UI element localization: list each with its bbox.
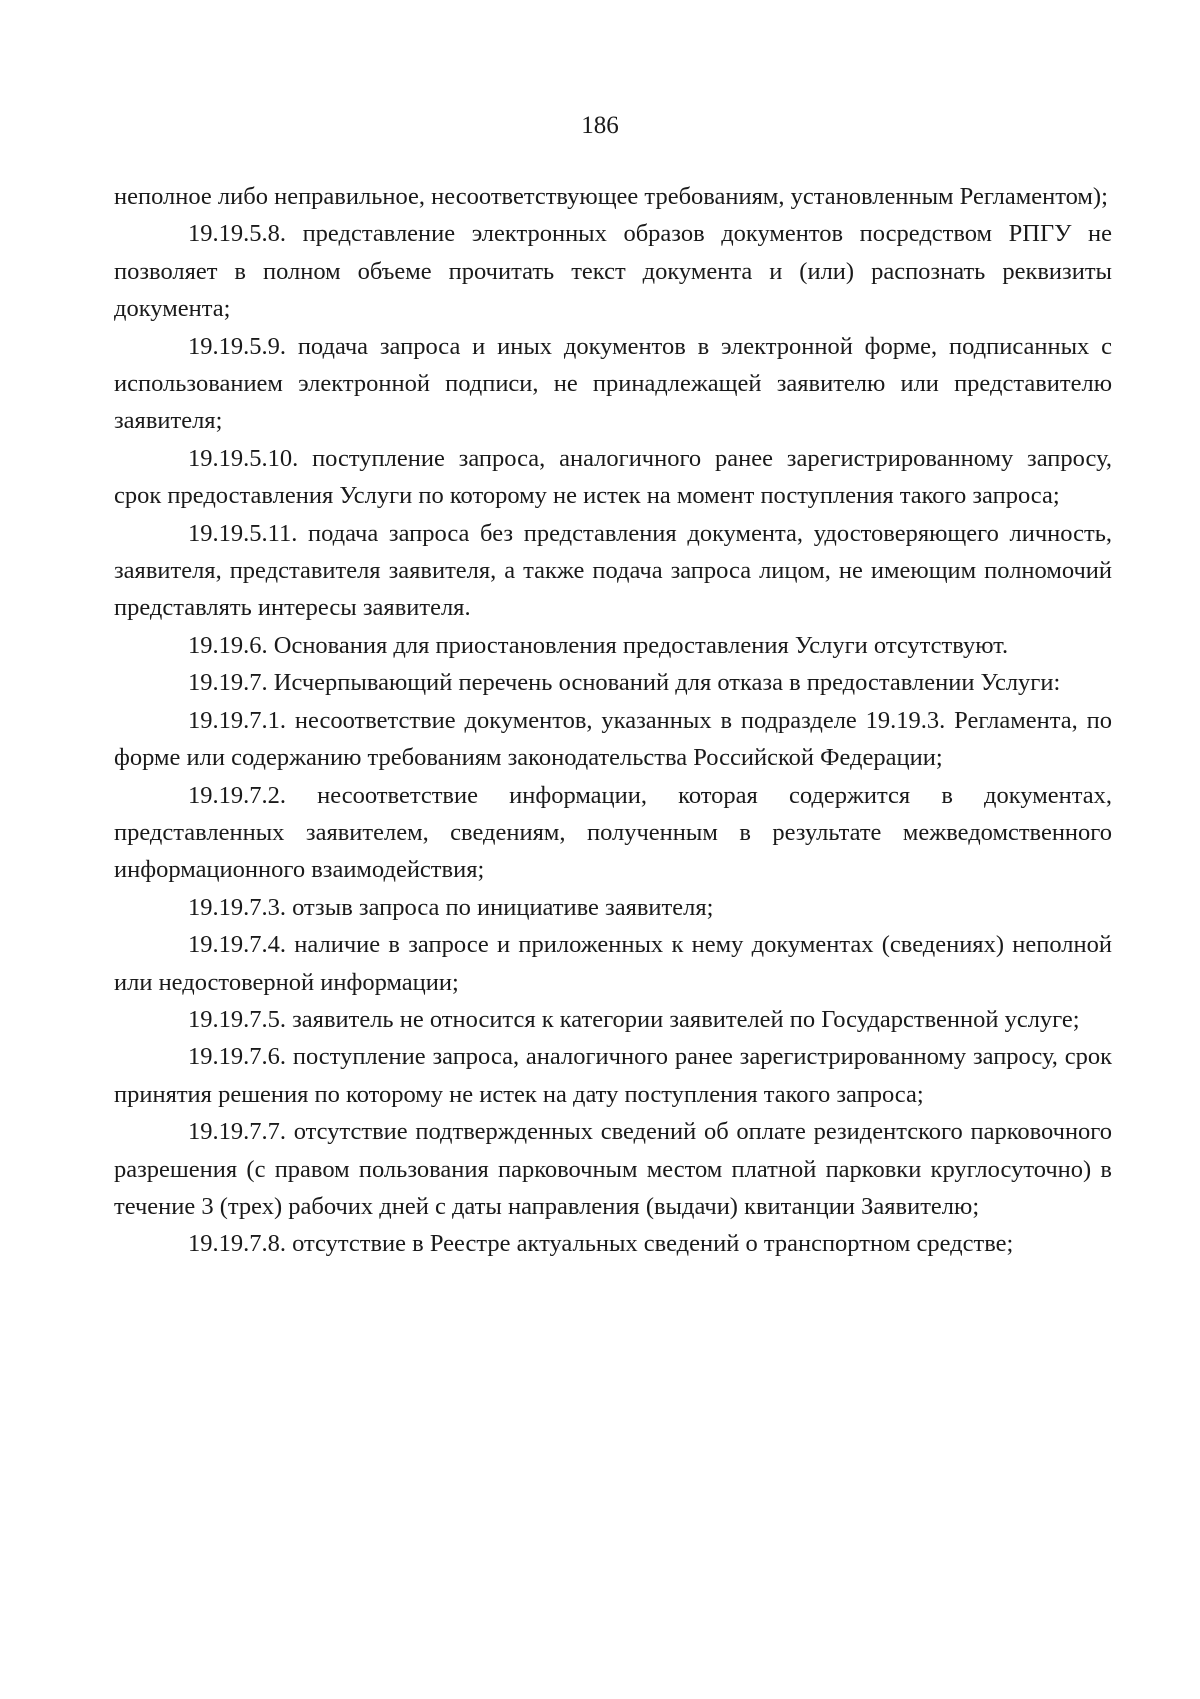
paragraph: 19.19.5.10. поступление запроса, аналогичного ранее зарегистрированному запросу, срок предоставления Услуги по которому не истек на момент поступления такого запроса;: [114, 444, 1112, 510]
paragraph: 19.19.7. Исчерпывающий перечень оснований для отказа в предоставлении Услуги:: [188, 669, 1061, 697]
paragraph: 19.19.7.8. отсутствие в Реестре актуальных сведений о транспортном средстве;: [188, 1230, 1014, 1258]
paragraph: 19.19.7.7. отсутствие подтвержденных сведений об оплате резидентского парковочного разрешения (с правом пользования парковочным местом платной парковки круглосуточно) в течение 3 (трех) рабочих дней с даты направления (выдачи) квитанции Заявителю;: [114, 1118, 1112, 1220]
paragraph: неполное либо неправильное, несоответствующее требованиям, установленным Регламентом);: [114, 183, 1108, 210]
paragraph: 19.19.6. Основания для приостановления предоставления Услуги отсутствуют.: [188, 631, 1009, 659]
document-body: [114, 178, 1112, 1263]
paragraph: 19.19.7.2. несоответствие информации, которая содержится в документах, представленных заявителем, сведениям, полученным в результате межведомственного информационного взаимодействия;: [114, 781, 1112, 884]
page-number: 186: [581, 112, 619, 139]
paragraph: 19.19.5.9. подача запроса и иных документов в электронной форме, подписанных с использованием электронной подписи, не принадлежащей заявителю или представителю заявителя;: [114, 332, 1112, 435]
paragraph: 19.19.7.5. заявитель не относится к категории заявителей по Государственной услуге;: [188, 1005, 1080, 1033]
paragraph: 19.19.5.11. подача запроса без представления документа, удостоверяющего личность, заявителя, представителя заявителя, а также подача запроса лицом, не имеющим полномочий представлять интересы заявителя.: [114, 519, 1112, 622]
paragraph: 19.19.7.6. поступление запроса, аналогичного ранее зарегистрированному запросу, срок принятия решения по которому не истек на дату поступления такого запроса;: [114, 1043, 1112, 1108]
paragraph: 19.19.5.8. представление электронных образов документов посредством РПГУ не позволяет в полном объеме прочитать текст документа и (или) распознать реквизиты документа;: [114, 220, 1112, 323]
paragraph: 19.19.7.3. отзыв запроса по инициативе заявителя;: [188, 893, 714, 921]
paragraph: 19.19.7.1. несоответствие документов, указанных в подразделе 19.19.3. Регламента, по форме или содержанию требованиям законодательства Российской Федерации;: [114, 706, 1112, 772]
paragraph: 19.19.7.4. наличие в запросе и приложенных к нему документах (сведениях) неполной или недостоверной информации;: [114, 931, 1112, 996]
